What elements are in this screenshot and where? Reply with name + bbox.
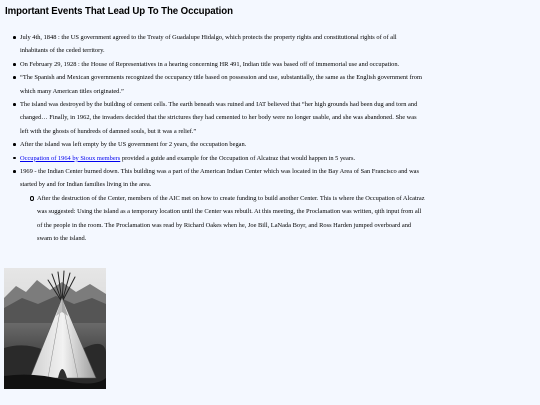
list-item <box>20 31 425 58</box>
page-title: Important Events That Lead Up To The Occupation <box>5 5 233 17</box>
list-item <box>20 98 425 138</box>
tipi-photo <box>4 268 106 389</box>
list-item <box>20 165 425 245</box>
occupation-1964-link[interactable]: Occupation of 1964 by Sioux members <box>20 154 121 162</box>
events-list <box>20 31 425 246</box>
tipi-photo-image <box>4 268 106 389</box>
event-text: 1969 - the Indian Center burned down. This building was a part of the American Indian Center which was located in the Bay Area of San Francisco and was started by and for Indian families living in the area. <box>20 168 420 189</box>
list-item <box>20 71 425 98</box>
event-text: The island was destroyed by the building of cement cells. The earth beneath was ruined and IAT believed that “her high grounds had been dug and torn and changed… Finally, in 1962, the invaders decided that the strictures they had cemented to her body were no longer usable, and she was abandoned. She was left with the ghosts of hundreds of damned souls, but it was a relief.” <box>20 101 418 135</box>
sub-list-item <box>37 192 425 246</box>
event-text: “The Spanish and Mexican governments recognized the occupancy title based on possession and use, substantially, the same as the English government from which many American titles originated.” <box>20 74 422 95</box>
list-item <box>20 152 425 165</box>
sub-event-text: After the destruction of the Center, members of the AIC met on how to create funding to build another Center. This is where the Occupation of Alcatraz was suggested: Using the island as a temporary location until the Center was rebuilt. At this meeting, the Proclamation was written, qith input from all of the people in the room. The Proclamation was read by Richard Oakes when he, Joe Bill, LaNada Boyr, and Ross Harden jumped overboard and swam to the island. <box>37 194 425 243</box>
event-text: After the island was left empty by the US government for 2 years, the occupation began. <box>20 141 247 149</box>
event-text: July 4th, 1848 : the US government agreed to the Treaty of Guadalupe Hidalgo, which protects the property rights and constitutional rights of of all inhabitants of the ceded territory. <box>20 34 397 55</box>
event-text: On February 29, 1928 : the House of Representatives in a hearing concerning HR 491, Indian title was based off of immemorial use and occupation. <box>20 60 400 68</box>
list-item <box>20 138 425 151</box>
list-item <box>20 58 425 71</box>
event-text: provided a guide and example for the Occupation of Alcatraz that would happen in 5 years. <box>120 154 356 162</box>
sub-events-list <box>20 192 425 246</box>
